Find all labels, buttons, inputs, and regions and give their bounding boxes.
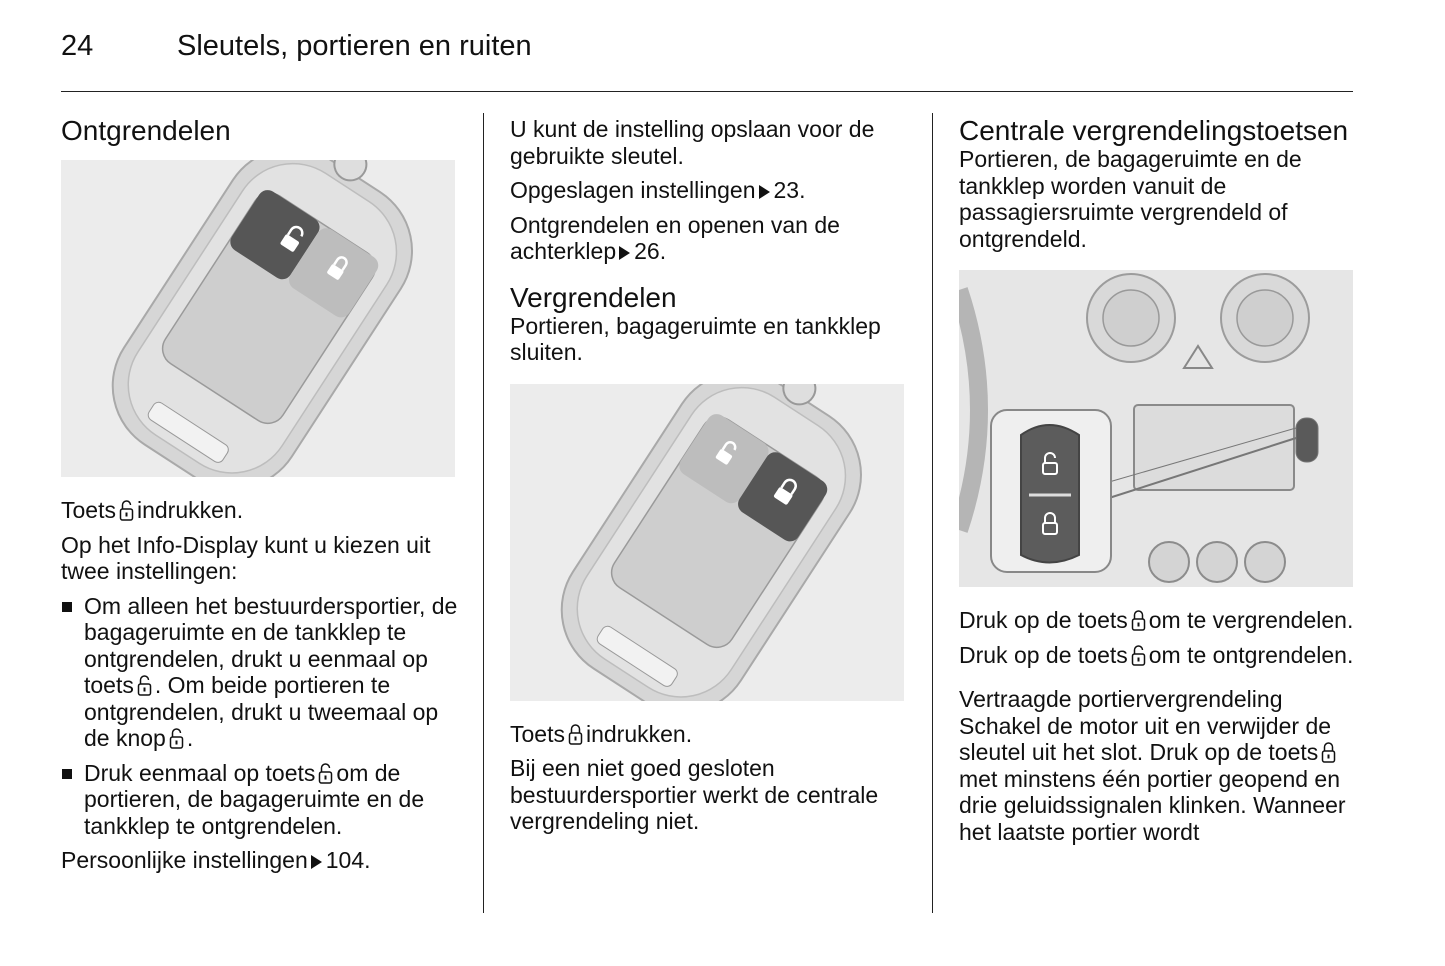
page-number: 24 [61,30,94,62]
xref-personal-settings[interactable]: Persoonlijke instellingen 104. [61,847,371,873]
section-heading-lock: Vergrendelen [510,281,677,313]
arrow-right-icon [311,855,322,869]
unlock-options-list [61,593,461,840]
xref-saved-settings[interactable]: Opgeslagen instellingen 23. [510,177,806,203]
column-divider [483,113,484,913]
central-locking-description: Portieren, de bagageruimte en de tankklep worden vanuit de passagiersruimte vergrendeld of ontgrendeld. [959,146,1302,252]
save-setting-text: U kunt de instelling opslaan voor de gebruikte sleutel. [510,116,875,169]
xref-tailgate[interactable]: Ontgrendelen en openen van de achterklep 26. [510,211,840,264]
subheading-delayed-locking: Vertraagde portiervergrendeling [959,686,1283,712]
column-3 [959,116,1355,853]
column-1 [61,116,461,882]
unlock-icon [137,675,152,697]
press-lock-instruction: Toets indrukken. [510,720,693,747]
arrow-right-icon [759,185,770,199]
unlock-icon [1131,645,1146,667]
lock-icon [1131,610,1146,632]
delayed-locking-text: Schakel de motor uit en verwijder de sleutel uit het slot. Druk op de toets met minstens één portier geopend en drie geluidssignalen klinken. Wanneer het laatste portier wordt [959,712,1346,845]
press-unlock-instruction: Toets indrukken. [61,497,244,523]
lock-icon [1321,742,1336,764]
unlock-icon [169,728,184,750]
section-heading-central-locking: Centrale vergrendelingstoetsen [959,115,1349,146]
list-item: Druk eenmaal op toets om de portieren, de bagageruimte en de tankklep te ontgrendelen. [61,760,461,840]
chapter-title: Sleutels, portieren en ruiten [177,30,532,62]
key-fob-lock-figure [510,384,904,701]
column-2 [510,116,908,843]
key-fob-unlock-figure [61,160,455,477]
column-divider [932,113,933,913]
dashboard-lock-buttons-figure [959,270,1353,587]
lock-icon [568,724,583,746]
section-heading-unlock: Ontgrendelen [61,115,231,146]
lock-button-instruction: Druk op de toets om te vergrendelen. [959,607,1354,633]
unlock-icon [119,500,134,522]
header-rule [61,91,1353,92]
list-item: Om alleen het bestuurdersportier, de bagageruimte en de tankklep te ontgrendelen, drukt u eenmaal op toets . Om beide portieren te ontgrendelen, drukt u tweemaal op de knop . [61,593,461,752]
unlock-icon [318,763,333,785]
driver-door-note: Bij een niet goed gesloten bestuurdersportier werkt de centrale vergrendeling niet. [510,755,879,834]
arrow-right-icon [619,246,630,260]
info-display-intro: Op het Info-Display kunt u kiezen uit twee instellingen: [61,531,431,584]
unlock-button-instruction: Druk op de toets om te ontgrendelen. [959,641,1354,668]
lock-description: Portieren, bagageruimte en tankklep sluiten. [510,312,881,365]
